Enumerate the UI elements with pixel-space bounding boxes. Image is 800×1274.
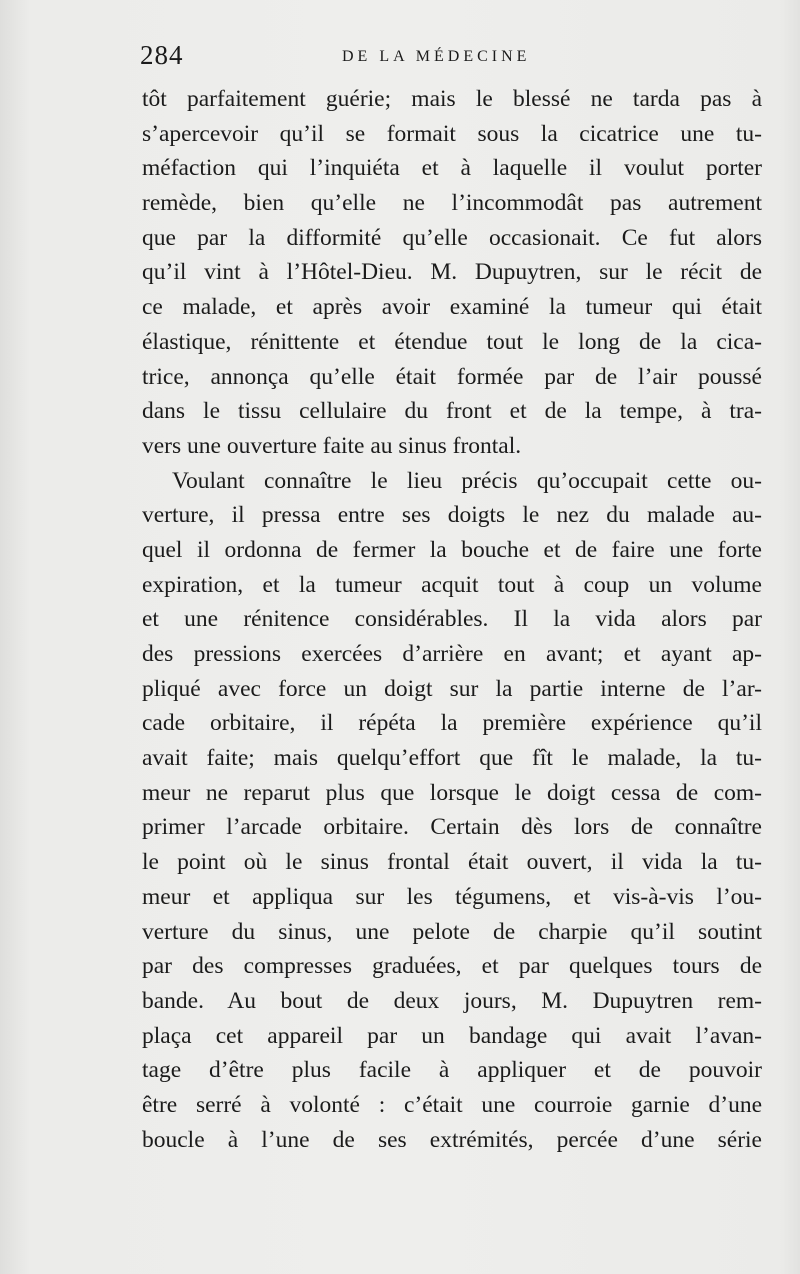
text-line: tôt parfaitement guérie; mais le blessé ne tarda pas à [142, 86, 762, 112]
page-number: 284 [140, 40, 184, 70]
text-line: ce malade, et après avoir examiné la tumeur qui était [142, 294, 762, 321]
text-line: meur ne reparut plus que lorsque le doigt cessa de com- [142, 779, 762, 806]
paragraph [142, 82, 762, 464]
text-line: primer l’arcade orbitaire. Certain dès lors de connaître [142, 814, 762, 841]
text-line: cade orbitaire, il répéta la première expérience qu’il [142, 710, 762, 737]
text-line: par des compresses graduées, et par quelques tours de [142, 953, 762, 980]
text-line: vers une ouverture faite au sinus frontal. [142, 432, 522, 459]
text-line: s’apercevoir qu’il se formait sous la cicatrice une tu- [142, 120, 762, 147]
text-line: trice, annonça qu’elle était formée par de l’air poussé [142, 363, 762, 390]
text-line: meur et appliqua sur les tégumens, et vis-à-vis l’ou- [142, 883, 762, 910]
text-line: Voulant connaître le lieu précis qu’occupait cette ou- [172, 467, 762, 494]
running-head [140, 38, 760, 78]
text-line: et une rénitence considérables. Il la vida alors par [142, 606, 762, 633]
text-line: bande. Au bout de deux jours, M. Dupuytren rem- [142, 987, 762, 1014]
text-line: élastique, rénittente et étendue tout le long de la cica- [142, 328, 762, 355]
text-line: verture, il pressa entre ses doigts le nez du malade au- [142, 502, 762, 529]
text-line: qu’il vint à l’Hôtel-Dieu. M. Dupuytren, sur le récit de [142, 259, 762, 286]
text-line: des pressions exercées d’arrière en avant; et ayant ap- [142, 641, 762, 667]
text-line: boucle à l’une de ses extrémités, percée d’une série [142, 1126, 762, 1153]
text-line: pliqué avec force un doigt sur la partie interne de l’ar- [142, 675, 762, 702]
text-line: expiration, et la tumeur acquit tout à coup un volume [142, 571, 762, 598]
body-text [142, 82, 762, 1157]
running-title: DE LA MÉDECINE [342, 48, 531, 65]
text-line: le point où le sinus frontal était ouvert, il vida la tu- [142, 849, 762, 876]
paragraph [142, 464, 762, 1158]
text-line: que par la difformité qu’elle occasionait. Ce fut alors [142, 224, 762, 251]
text-line: tage d’être plus facile à appliquer et de pouvoir [142, 1057, 762, 1084]
text-line: avait faite; mais quelqu’effort que fît le malade, la tu- [142, 745, 762, 772]
text-line: méfaction qui l’inquiéta et à laquelle il voulut porter [142, 155, 762, 182]
text-line: quel il ordonna de fermer la bouche et de faire une forte [142, 536, 762, 563]
text-line: remède, bien qu’elle ne l’incommodât pas autrement [142, 190, 762, 217]
text-line: être serré à volonté : c’était une courroie garnie d’une [142, 1091, 762, 1118]
text-line: dans le tissu cellulaire du front et de la tempe, à tra- [142, 398, 762, 425]
text-line: verture du sinus, une pelote de charpie qu’il soutint [142, 918, 762, 945]
text-line: plaça cet appareil par un bandage qui avait l’avan- [142, 1022, 762, 1049]
